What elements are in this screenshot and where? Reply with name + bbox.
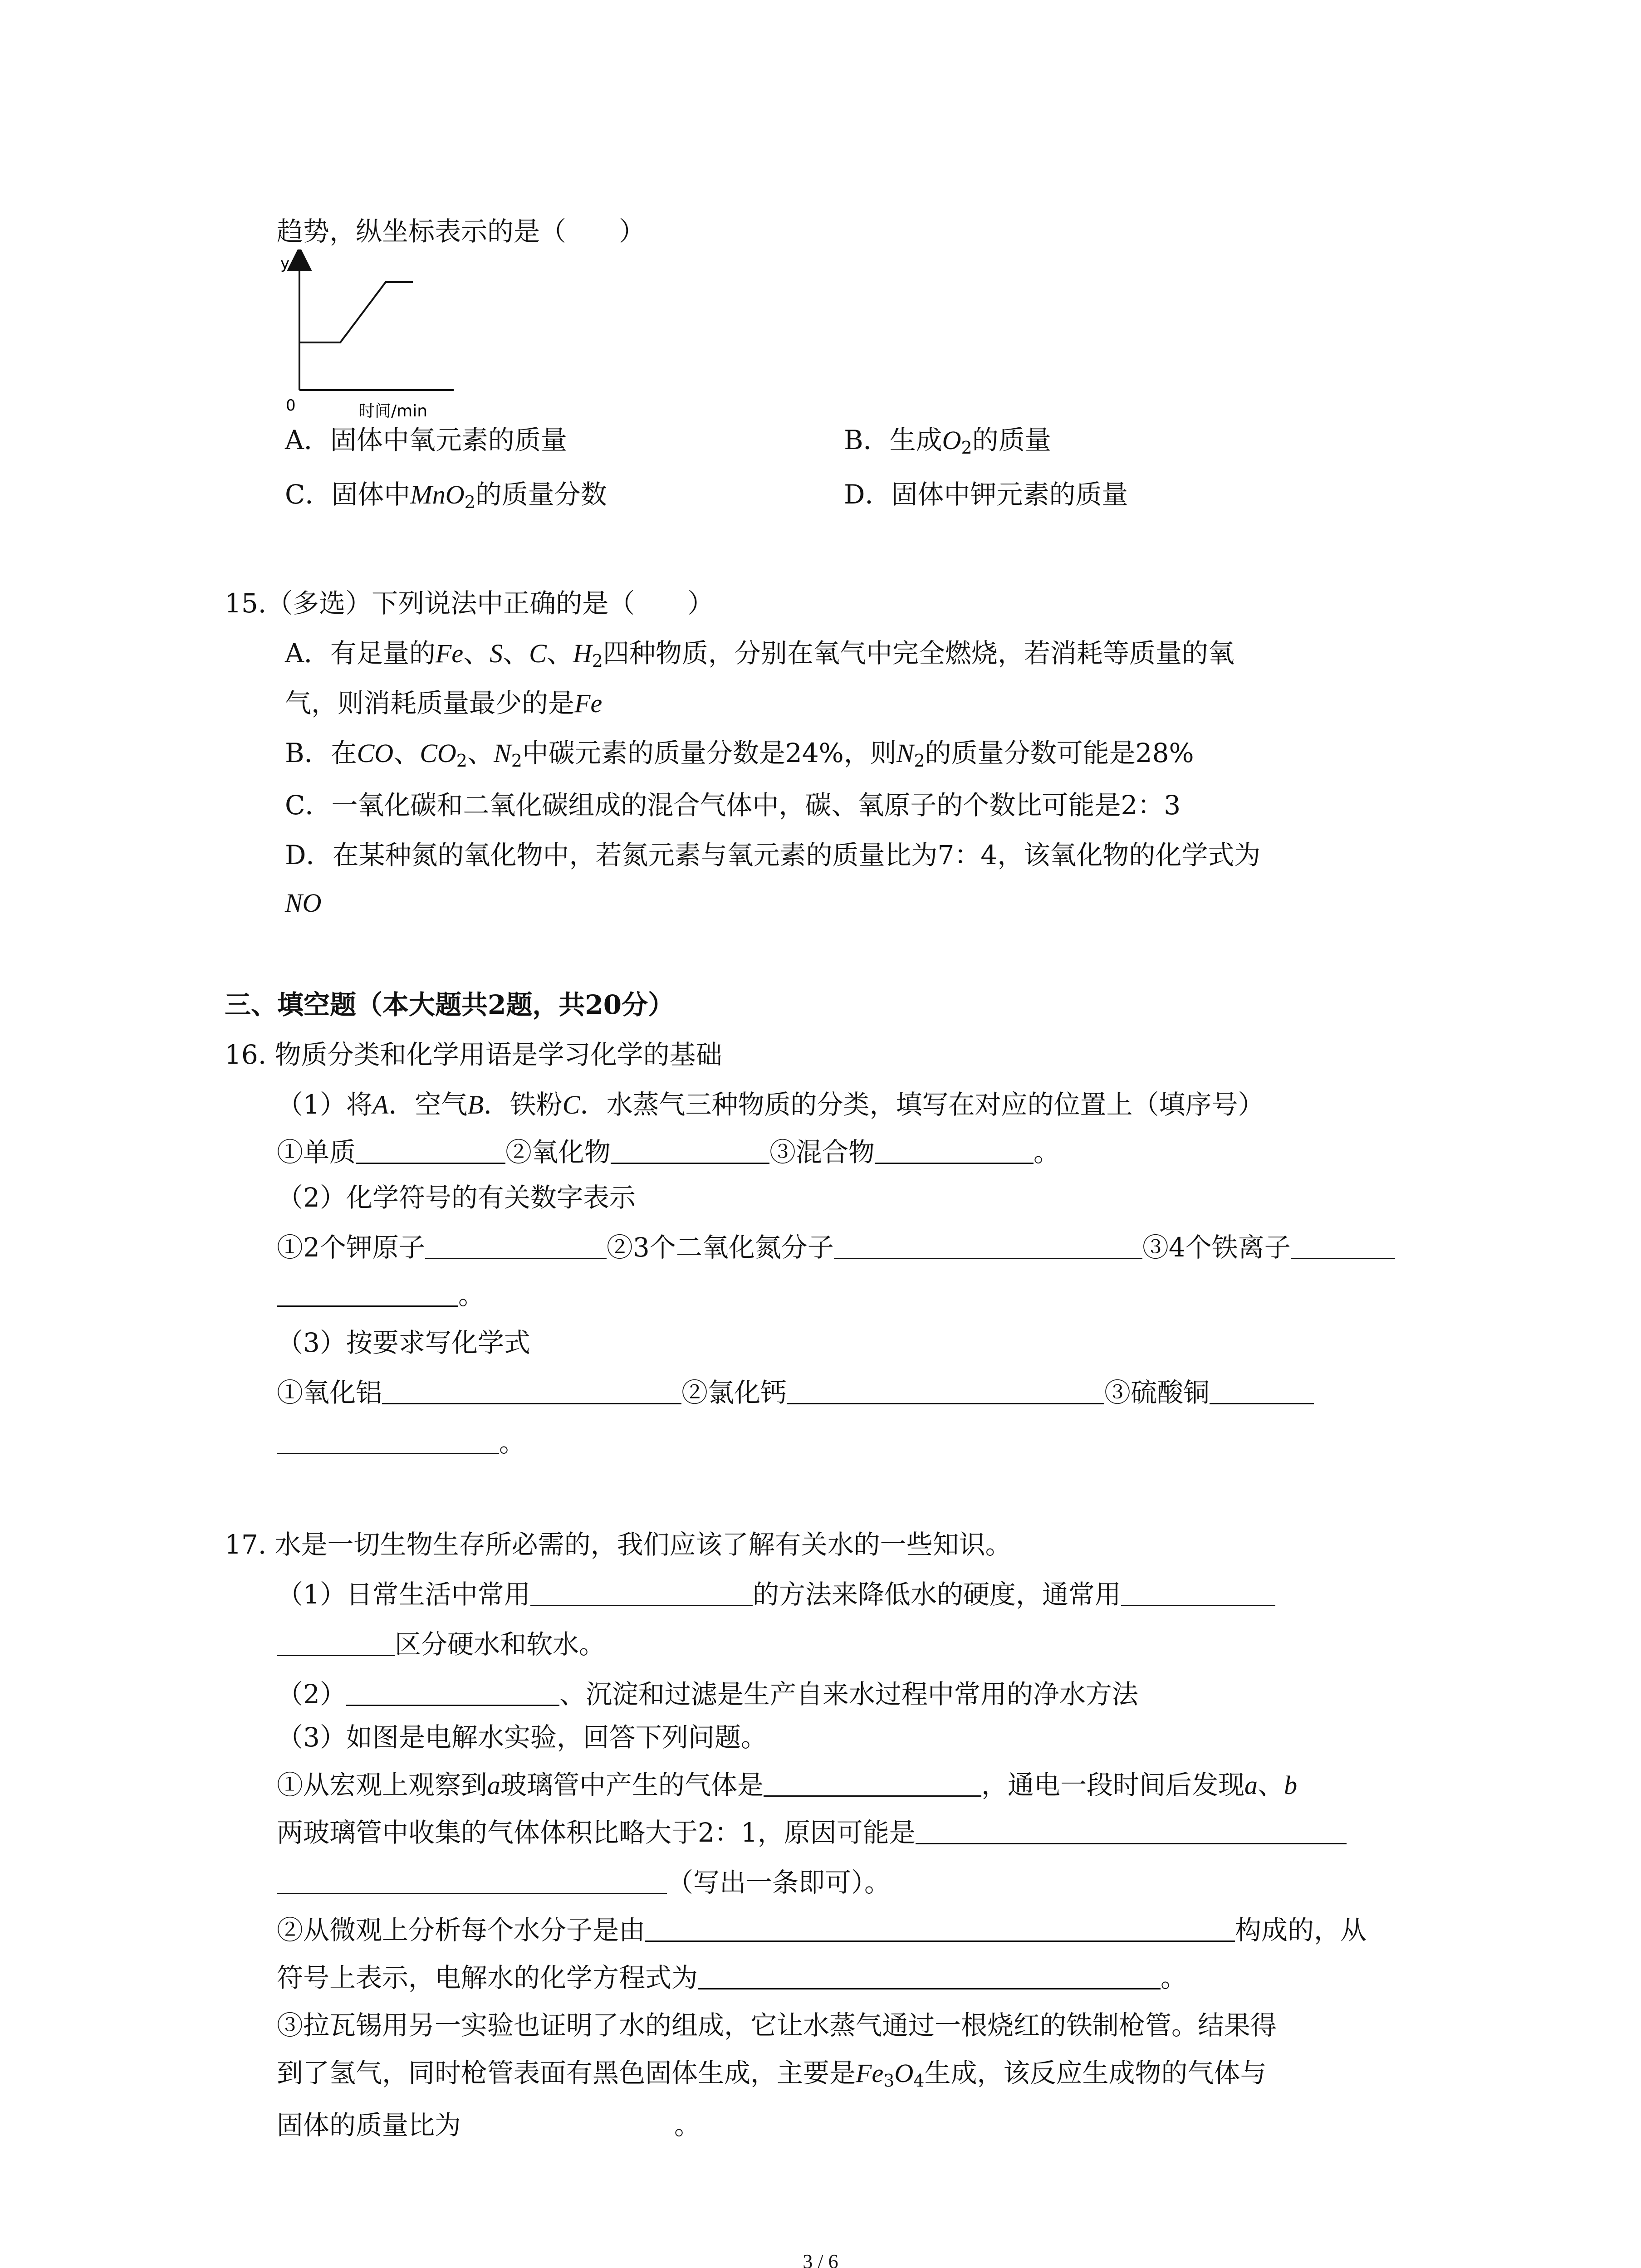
- q17-sub3-line2: 到了氢气，同时枪管表面有黑色固体生成，主要是$Fe_3O_4$生成，该反应生成物的气体与: [277, 2058, 1267, 2091]
- answer-blank[interactable]: [1210, 1375, 1314, 1404]
- q16-part1-blanks: ①单质 ②氧化物 ③混合物 。: [277, 1134, 1060, 1170]
- q17-part1: （1）日常生活中常用 的方法来降低水的硬度，通常用: [277, 1576, 1275, 1613]
- q17-sub3-line3: 固体的质量比为 。: [277, 2110, 701, 2141]
- q17-stem: 17. 水是一切生物生存所必需的，我们应该了解有关水的一些知识。: [225, 1529, 1012, 1560]
- q16-part1: （1）将A．空气B．铁粉C．水蒸气三种物质的分类，填写在对应的位置上（填序号）: [277, 1089, 1264, 1120]
- page-number: 3 / 6: [803, 2250, 838, 2268]
- q17-sub3-line1: ③拉瓦锡用另一实验也证明了水的组成，它让水蒸气通过一根烧红的铁制枪管。结果得: [277, 2010, 1277, 2041]
- q17-sub2-line2: 符号上表示，电解水的化学方程式为 。: [277, 1960, 1187, 1996]
- q14-stem-tail: 趋势，纵坐标表示的是（ ）: [277, 216, 646, 247]
- q15-option-d-line2: NO: [285, 888, 322, 918]
- section-3-title: 三、填空题（本大题共2题，共20分）: [225, 989, 675, 1020]
- answer-blank[interactable]: [356, 1134, 505, 1164]
- q15-option-c: C．一氧化碳和二氧化碳组成的混合气体中，碳、氧原子的个数比可能是2：3: [285, 790, 1181, 821]
- answer-blank[interactable]: [530, 1577, 753, 1606]
- q14-option-b: B．生成$O_2$的质量: [844, 425, 1051, 458]
- answer-blank[interactable]: [787, 1375, 1104, 1404]
- answer-blank[interactable]: [1291, 1230, 1395, 1259]
- q16-part3-blanks: ①氧化铝 ②氯化钙 ③硫酸铜: [277, 1374, 1314, 1411]
- q17-sub1-line3: （写出一条即可）。: [277, 1864, 891, 1901]
- q14-graph: [268, 249, 458, 422]
- q17-sub1-line1: ①从宏观上观察到a玻璃管中产生的气体是 ，通电一段时间后发现a、b: [277, 1767, 1297, 1804]
- answer-blank[interactable]: [916, 1815, 1347, 1844]
- q14-option-a: A．固体中氧元素的质量: [285, 425, 567, 455]
- answer-blank[interactable]: [346, 1677, 559, 1706]
- answer-blank[interactable]: [382, 1375, 681, 1404]
- q16-part3: （3）按要求写化学式: [277, 1327, 530, 1358]
- q15-option-a-line2: 气，则消耗质量最少的是Fe: [285, 688, 603, 719]
- q14-option-c: C．固体中MnO$_2$的质量分数: [285, 479, 607, 512]
- q16-part2-blank-cont: 。: [277, 1277, 485, 1313]
- answer-blank[interactable]: [277, 1865, 667, 1894]
- q16-stem: 16. 物质分类和化学用语是学习化学的基础: [225, 1039, 722, 1070]
- answer-blank[interactable]: [1121, 1577, 1275, 1606]
- answer-blank[interactable]: [834, 1230, 1142, 1259]
- origin-label: 0: [286, 396, 296, 415]
- q16-part2: （2）化学符号的有关数字表示: [277, 1182, 636, 1213]
- q17-sub1-line2: 两玻璃管中收集的气体体积比略大于2：1，原因可能是: [277, 1814, 1347, 1851]
- q17-sub2-line1: ②从微观上分析每个水分子是由 构成的，从: [277, 1912, 1367, 1948]
- q15-option-d-line1: D．在某种氮的氧化物中，若氮元素与氧元素的质量比为7：4，该氧化物的化学式为: [285, 840, 1261, 870]
- answer-blank[interactable]: [645, 1912, 1235, 1942]
- answer-blank[interactable]: [277, 1277, 458, 1307]
- x-axis-label: 时间/min: [358, 402, 428, 420]
- q16-part2-blanks: ①2个钾原子 ②3个二氧化氮分子 ③4个铁离子: [277, 1229, 1395, 1266]
- answer-blank[interactable]: [611, 1134, 769, 1164]
- q15-stem: 15.（多选）下列说法中正确的是（ ）: [225, 588, 714, 619]
- answer-blank[interactable]: [277, 1627, 395, 1656]
- q17-part3: （3）如图是电解水实验，回答下列问题。: [277, 1722, 767, 1753]
- q17-part2: （2） 、沉淀和过滤是生产自来水过程中常用的净水方法: [277, 1676, 1138, 1712]
- answer-blank[interactable]: [875, 1134, 1034, 1164]
- trend-line: [299, 282, 413, 342]
- y-axis-label: y: [280, 254, 290, 273]
- q15-option-a-line1: A．有足量的Fe、S、C、$H_2$四种物质，分别在氧气中完全燃烧，若消耗等质量的氧: [285, 638, 1234, 671]
- q14-option-d: D．固体中钾元素的质量: [844, 479, 1128, 510]
- q15-option-b: B．在CO、$CO_2$、$N_2$中碳元素的质量分数是24%，则$N_2$的质量分数可能是28%: [285, 738, 1194, 771]
- answer-blank[interactable]: [277, 1425, 499, 1454]
- q16-part3-blank-cont: 。: [277, 1424, 525, 1461]
- answer-blank[interactable]: [764, 1767, 981, 1797]
- answer-blank[interactable]: [425, 1230, 607, 1259]
- answer-blank[interactable]: [698, 1960, 1161, 1989]
- q17-part1-cont: 区分硬水和软水。: [277, 1626, 605, 1662]
